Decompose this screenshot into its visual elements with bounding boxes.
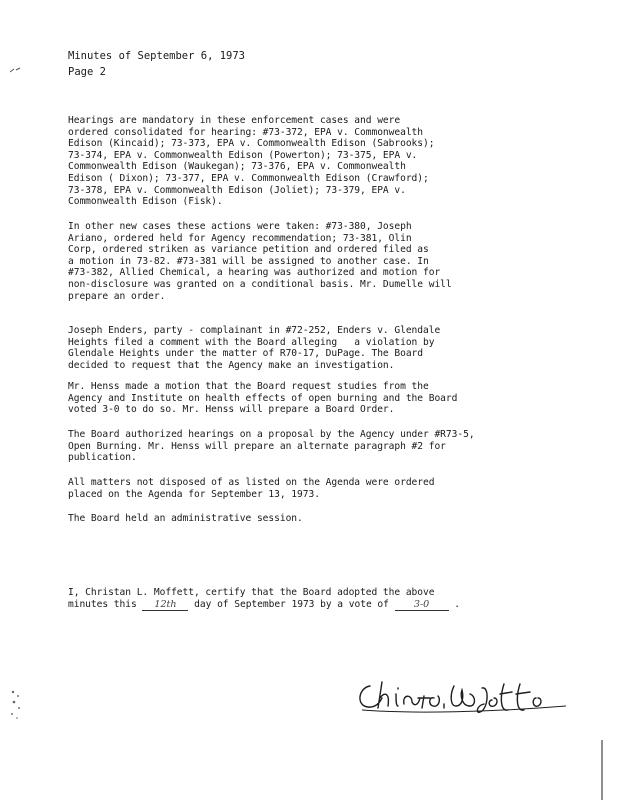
page-number: Page 2 (68, 66, 106, 78)
certification-prefix: minutes this (68, 598, 143, 610)
certification-statement (68, 587, 568, 611)
day-blank: 12th (142, 599, 188, 612)
page-edge-line (600, 740, 604, 800)
paragraph-open-burning-studies: Mr. Henss made a motion that the Board request studies from the Agency and Institute on health effects of open burning and the Board voted 3-0 to do so. Mr. Henss will prepare a Board Order. (68, 381, 458, 416)
paragraph-administrative-session: The Board held an administrative session. (68, 513, 303, 524)
scan-speck (8, 66, 22, 74)
document-header (68, 48, 245, 80)
paragraph-r73-5-hearings: The Board authorized hearings on a proposal by the Agency under #R73-5, Open Burning. Mr. Henss will prepare an alternate paragraph #2 for publication. (68, 429, 475, 464)
paragraph-enders-complaint: Joseph Enders, party - complainant in #72-252, Enders v. Glendale Heights filed a comment with the Board alleging a violation by Glendale Heights under the matter of R70-17, DuPage. The Board decided to request that the Agency make an investigation. (68, 325, 441, 371)
scan-smudge (8, 686, 24, 722)
certification-suffix: . (448, 598, 461, 610)
paragraph-new-cases: In other new cases these actions were taken: #73-380, Joseph Ariano, ordered held for Agency recommendation; 73-381, Olin Corp, ordered striken as variance petition and ordered filed as a motion in 73-82. #73-381 will be assigned to another case. In #73-382, Allied Chemical, a hearing was authorized and motion for non-disclosure was granted on a conditional basis. Mr. Dumelle will prepare an order. (68, 221, 452, 302)
paragraph-agenda-matters: All matters not disposed of as listed on the Agenda were ordered placed on the Agenda for September 13, 1973. (68, 477, 435, 500)
handwritten-signature (352, 676, 572, 716)
paragraph-enforcement-hearings: Hearings are mandatory in these enforcement cases and were ordered consolidated for hearing: #73-372, EPA v. Commonwealth Edison (Kincaid); 73-373, EPA v. Commonwealth Edison (Sabrooks); 73-374, EPA v. Commonwealth Edison (Powerton); 73-375, EPA v. Commonwealth Edison (Waukegan); 73-376, EPA v. Commonwealth Edison ( Dixon); 73-377, EPA v. Commonwealth Edison (Crawford); 73-378, EPA v. Commonwealth Edison (Joliet); 73-379, EPA v. Commonwealth Edison (Fisk). (68, 115, 435, 208)
certification-line-1: I, Christan L. Moffett, certify that the Board adopted the above (68, 587, 435, 598)
minutes-title: Minutes of September 6, 1973 (68, 50, 246, 62)
certification-middle: day of September 1973 by a vote of (188, 598, 395, 610)
vote-blank: 3-0 (395, 599, 449, 612)
